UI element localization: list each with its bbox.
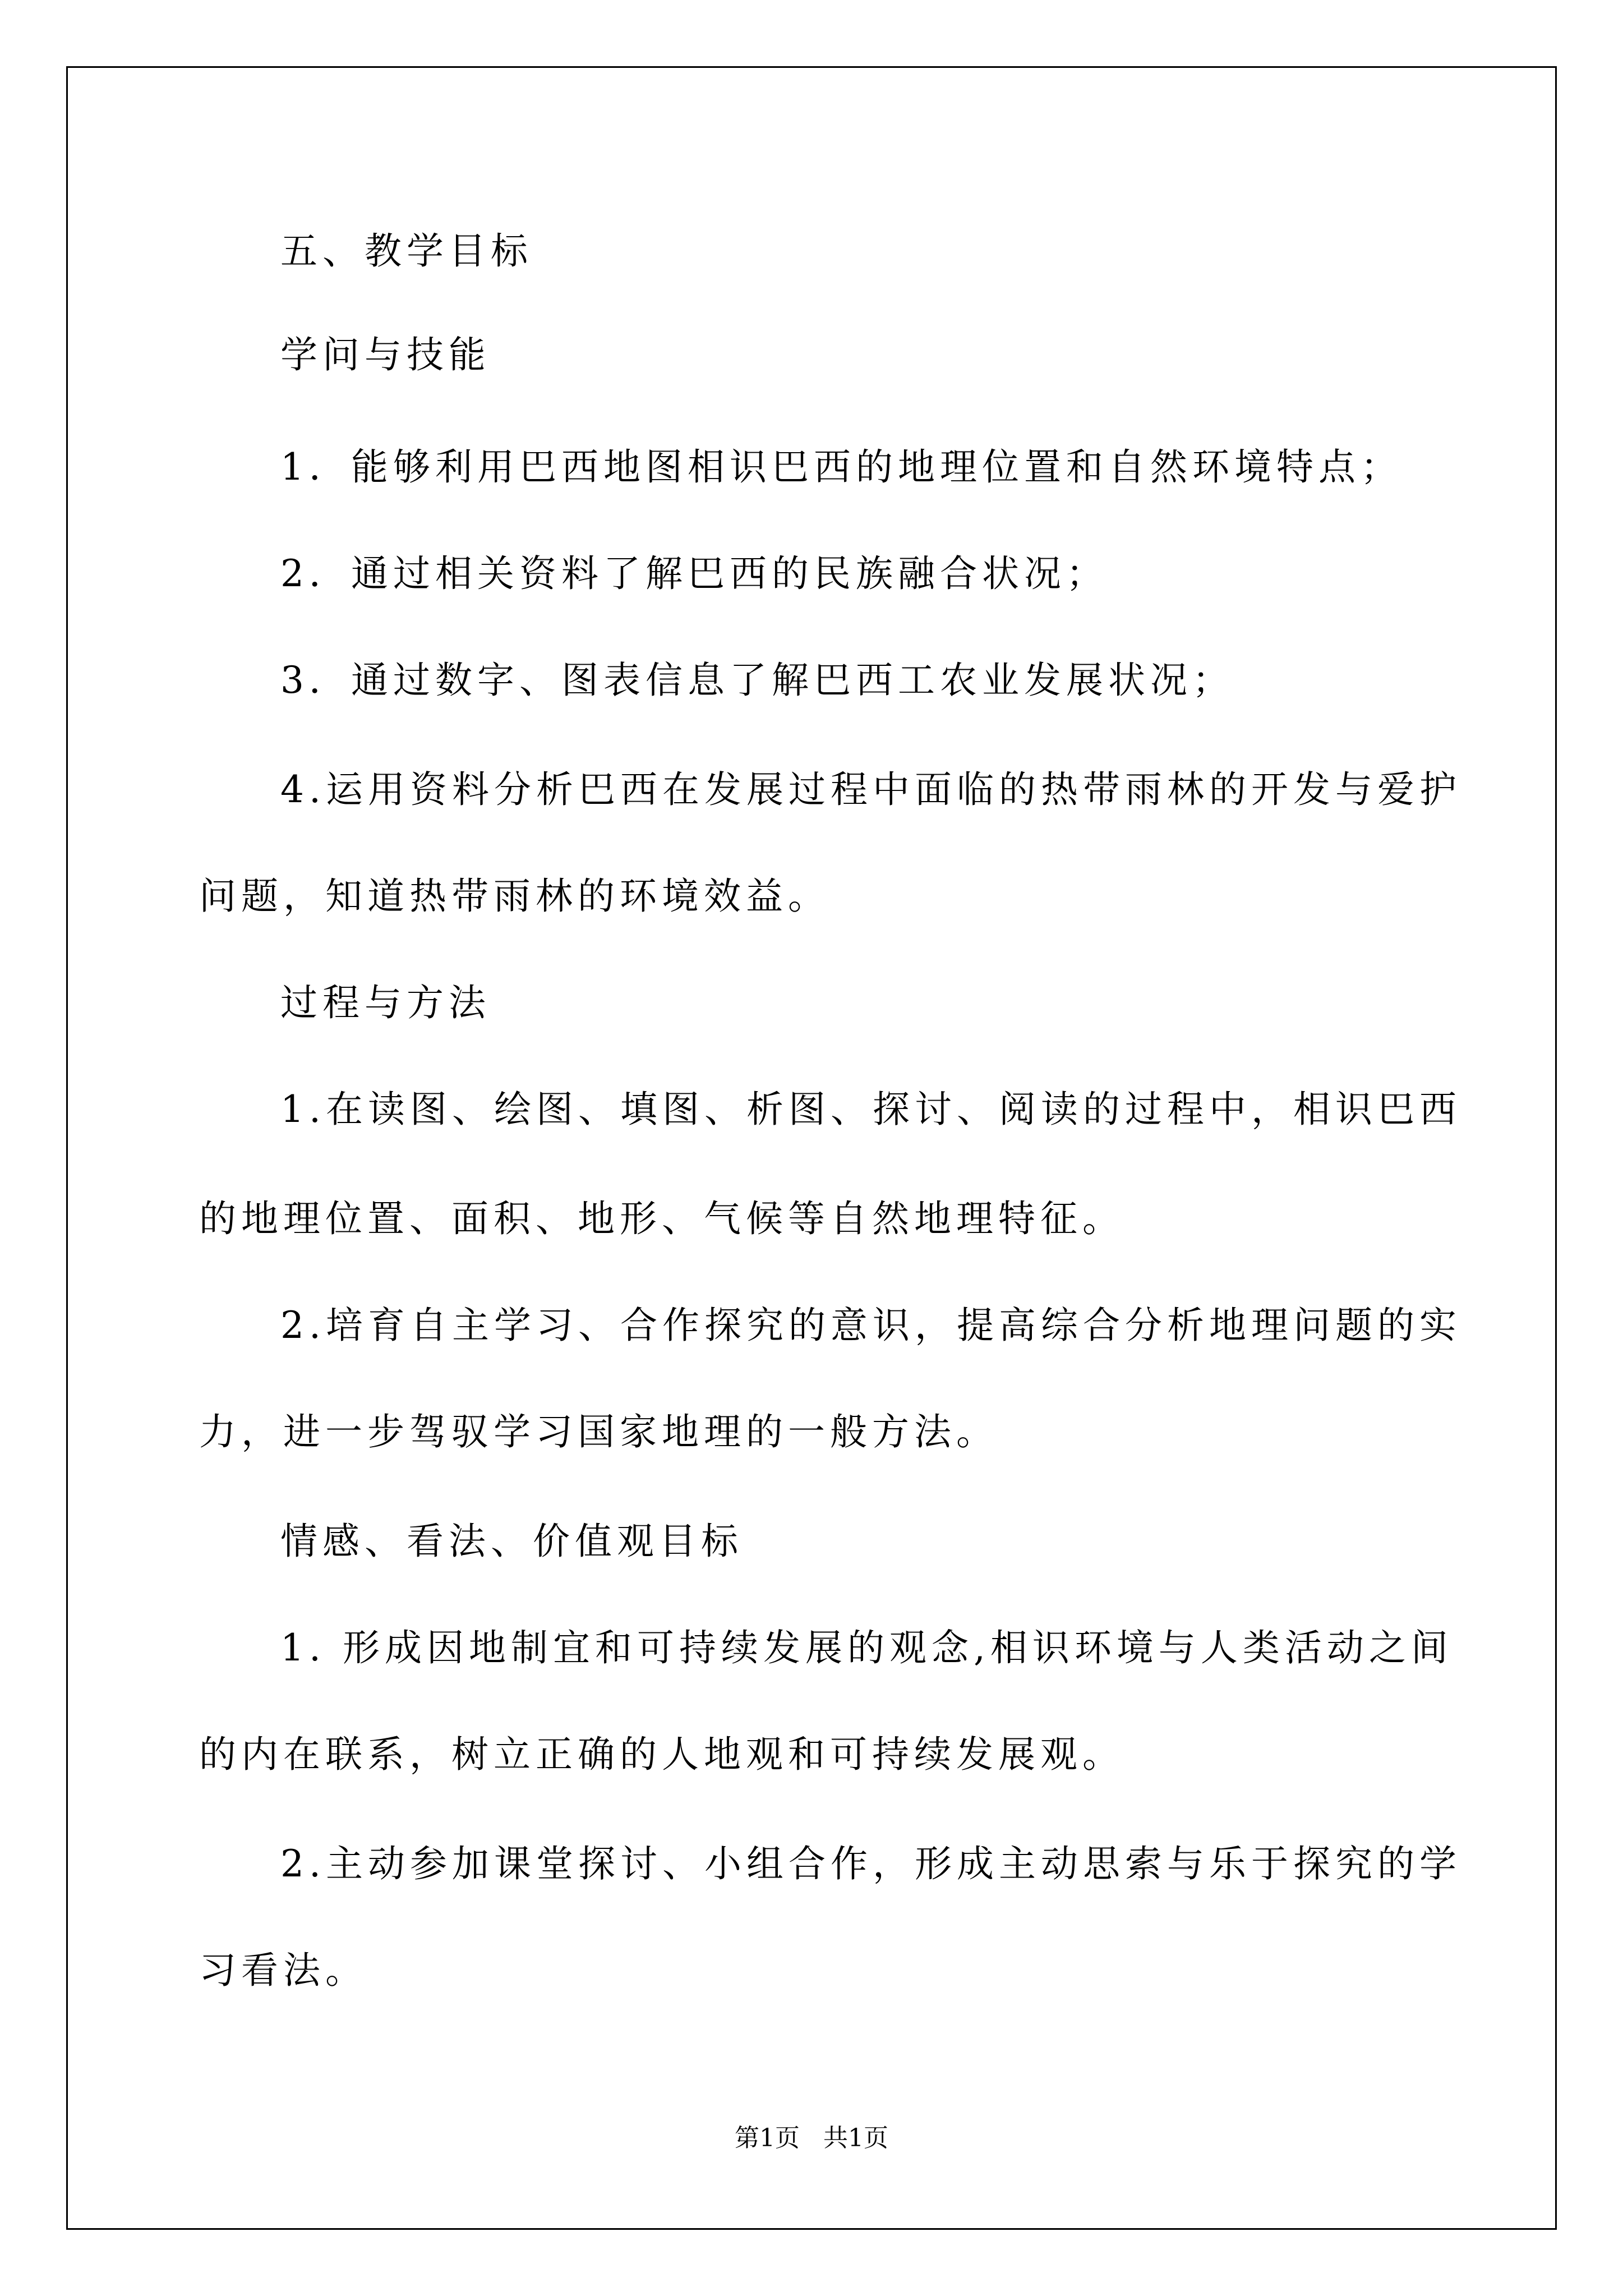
paragraph-line: 的地理位置、面积、地形、气候等自然地理特征。 bbox=[199, 1197, 1124, 1240]
page-border bbox=[66, 66, 1557, 2230]
paragraph-line: 力，进一步驾驭学习国家地理的一般方法。 bbox=[199, 1410, 998, 1453]
paragraph-line: 4.运用资料分析巴西在发展过程中面临的热带雨林的开发与爱护 bbox=[280, 768, 1461, 811]
paragraph-line: 1. 形成因地制宜和可持续发展的观念,相识环境与人类活动之间 bbox=[280, 1626, 1453, 1669]
subsection-heading: 情感、看法、价值观目标 bbox=[280, 1520, 743, 1563]
subsection-heading: 过程与方法 bbox=[280, 981, 491, 1024]
paragraph-line: 习看法。 bbox=[199, 1949, 367, 1992]
paragraph-line: 3．通过数字、图表信息了解巴西工农业发展状况； bbox=[280, 659, 1234, 702]
paragraph-line: 2.培育自主学习、合作探究的意识，提高综合分析地理问题的实 bbox=[280, 1304, 1461, 1347]
paragraph-line: 的内在联系，树立正确的人地观和可持续发展观。 bbox=[199, 1733, 1124, 1776]
paragraph-line: 问题，知道热带雨林的环境效益。 bbox=[199, 875, 830, 918]
paragraph-line: 1.在读图、绘图、填图、析图、探讨、阅读的过程中，相识巴西 bbox=[280, 1088, 1461, 1131]
paragraph-line: 2.主动参加课堂探讨、小组合作，形成主动思索与乐于探究的学 bbox=[280, 1842, 1461, 1885]
paragraph-line: 2．通过相关资料了解巴西的民族融合状况； bbox=[280, 552, 1108, 595]
subsection-heading: 学问与技能 bbox=[280, 333, 491, 376]
section-heading: 五、教学目标 bbox=[280, 229, 533, 273]
paragraph-line: 1．能够利用巴西地图相识巴西的地理位置和自然环境特点； bbox=[280, 445, 1403, 489]
page-footer: 第1页 共1页 bbox=[735, 2124, 888, 2152]
